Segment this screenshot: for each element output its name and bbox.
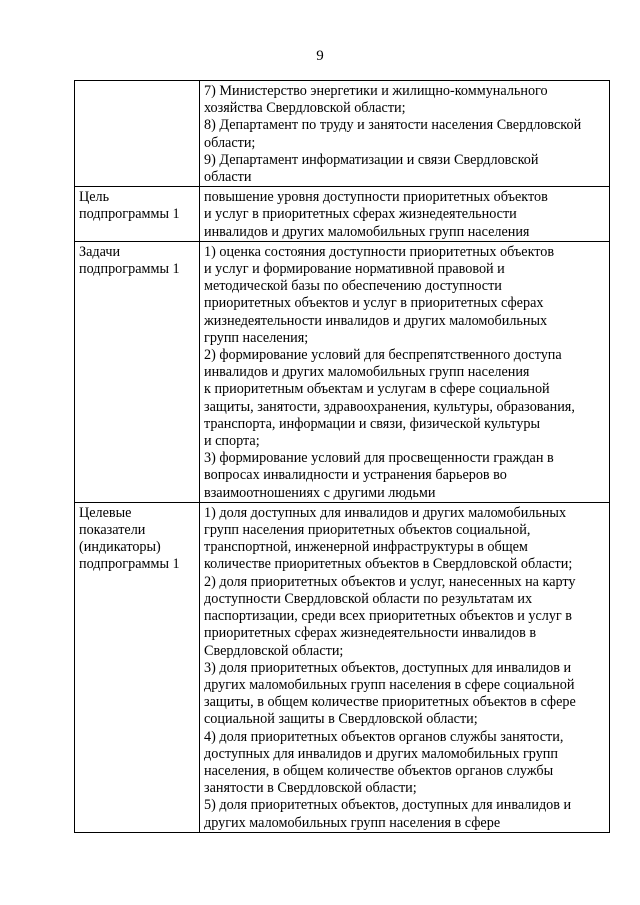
text-line: социальной защиты в Свердловской области;	[204, 711, 478, 728]
text-line: групп населения;	[204, 329, 309, 346]
subprogram-passport-table	[74, 80, 610, 833]
table-row-target-indicators	[75, 502, 610, 832]
text-line: области	[204, 169, 252, 186]
text-line: жизнедеятельности инвалидов и других маломобильных	[204, 312, 548, 329]
text-line: приоритетных объектов и услуг в приоритетных сферах	[204, 295, 544, 312]
text-line: 2) формирование условий для беспрепятственного доступа	[204, 347, 562, 364]
text-line: к приоритетным объектам и услугам в сфере социальной	[204, 381, 550, 398]
text-line: защиты, в общем количестве приоритетных объектов в сфере	[204, 694, 576, 711]
text-line: других маломобильных групп населения в сфере	[204, 814, 501, 831]
text-line: взаимоотношениях с другими людьми	[204, 484, 436, 501]
text-line: 1) оценка состояния доступности приоритетных объектов	[204, 243, 555, 260]
row-label	[75, 241, 200, 502]
row-label	[75, 187, 200, 242]
text-line: хозяйства Свердловской области;	[204, 100, 406, 117]
row-content	[200, 187, 610, 242]
label-line: Задачи	[79, 243, 121, 260]
text-line: других маломобильных групп населения в сфере социальной	[204, 676, 575, 693]
text-line: повышение уровня доступности приоритетных объектов	[204, 189, 548, 206]
label-line: Цель	[79, 189, 110, 206]
text-line: приоритетных сферах жизнедеятельности инвалидов в	[204, 625, 537, 642]
label-line: Целевые	[79, 504, 132, 521]
label-line: показатели	[79, 522, 146, 539]
text-line: паспортизации, среди всех приоритетных объектов и услуг в	[204, 608, 572, 625]
label-line: подпрограммы 1	[79, 206, 180, 223]
text-line: транспорта, информации и связи, физической культуры	[204, 415, 541, 432]
text-line: занятости в Свердловской области;	[204, 780, 417, 797]
label-line: (индикаторы)	[79, 539, 161, 556]
text-line: и спорта;	[204, 433, 260, 450]
text-line: 5) доля приоритетных объектов, доступных для инвалидов и	[204, 797, 572, 814]
text-line: 7) Министерство энергетики и жилищно-коммунального	[204, 83, 548, 99]
text-line: защиты, занятости, здравоохранения, культуры, образования,	[204, 398, 575, 415]
text-line: групп населения приоритетных объектов социальной,	[204, 522, 531, 539]
text-line: транспортной, инженерной инфраструктуры в общем	[204, 539, 528, 556]
text-line: инвалидов и других маломобильных групп населения	[204, 223, 530, 240]
text-line: области;	[204, 134, 256, 151]
row-label	[75, 81, 200, 187]
text-line: 1) доля доступных для инвалидов и других маломобильных	[204, 504, 567, 521]
text-line: и услуг в приоритетных сферах жизнедеятельности	[204, 206, 517, 223]
text-line: 3) доля приоритетных объектов, доступных для инвалидов и	[204, 659, 572, 676]
table-row-responsible-executors	[75, 81, 610, 187]
label-line: подпрограммы 1	[79, 261, 180, 278]
label-line: подпрограммы 1	[79, 556, 180, 573]
text-line: населения, в общем количестве объектов органов службы	[204, 762, 554, 779]
text-line: 3) формирование условий для просвещенности граждан в	[204, 450, 554, 467]
text-line: инвалидов и других маломобильных групп населения	[204, 364, 530, 381]
table-row-tasks	[75, 241, 610, 502]
row-content	[200, 81, 610, 187]
text-line: и услуг и формирование нормативной правовой и	[204, 261, 505, 278]
text-line: 4) доля приоритетных объектов органов службы занятости,	[204, 728, 564, 745]
text-line: количестве приоритетных объектов в Свердловской области;	[204, 556, 573, 573]
table-row-goal	[75, 187, 610, 242]
row-label	[75, 502, 200, 832]
text-line: 8) Департамент по труду и занятости населения Свердловской	[204, 117, 582, 134]
text-line: методической базы по обеспечению доступности	[204, 278, 502, 295]
text-line: доступности Свердловской области по результатам их	[204, 590, 533, 607]
text-line: Свердловской области;	[204, 642, 344, 659]
row-content	[200, 241, 610, 502]
text-line: доступных для инвалидов и других маломобильных групп	[204, 745, 558, 762]
text-line: 2) доля приоритетных объектов и услуг, нанесенных на карту	[204, 573, 576, 590]
page-number: 9	[316, 48, 324, 64]
text-line: 9) Департамент информатизации и связи Свердловской	[204, 151, 539, 168]
row-content	[200, 502, 610, 832]
text-line: вопросах инвалидности и устранения барьеров во	[204, 467, 507, 484]
